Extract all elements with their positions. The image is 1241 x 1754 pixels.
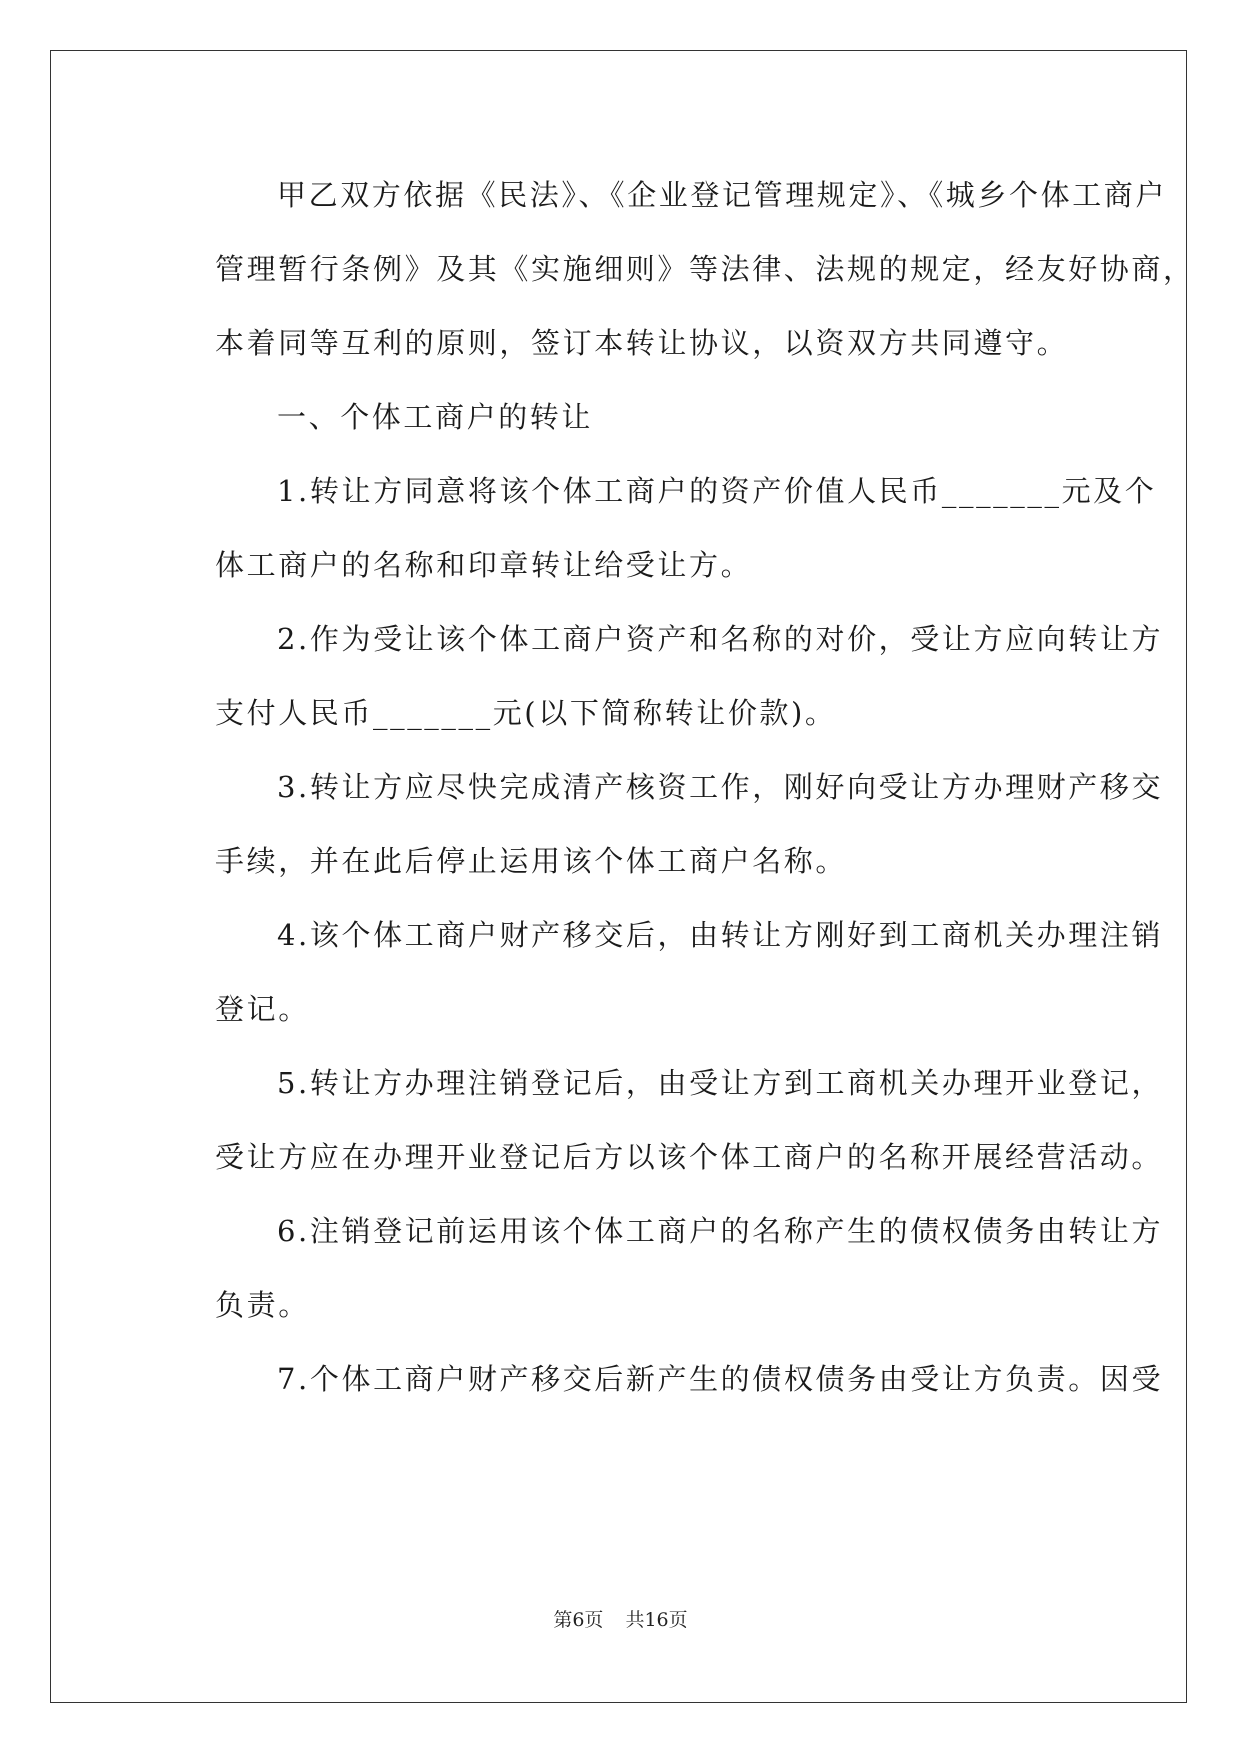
text-line: 负责。 — [215, 1288, 310, 1322]
paragraph-intro — [153, 158, 1195, 380]
text-line: 5.转让方办理注销登记后，由受让方到工商机关办理开业登记， — [277, 1066, 1164, 1100]
text-line: 管理暂行条例》及其《实施细则》等法律、法规的规定，经友好协商， — [215, 252, 1195, 286]
text-line: 1.转让方同意将该个体工商户的资产价值人民币_______元及个 — [277, 474, 1157, 508]
section-heading — [153, 380, 1093, 454]
text-line: 支付人民币_______元(以下简称转让价款)。 — [215, 696, 837, 730]
clause-2 — [153, 602, 1164, 750]
document-body — [153, 158, 1195, 1416]
text-line: 一、个体工商户的转让 — [277, 400, 594, 434]
text-line: 6.注销登记前运用该个体工商户的名称产生的债权债务由转让方 — [277, 1214, 1164, 1248]
text-line: 体工商户的名称和印章转让给受让方。 — [215, 548, 753, 582]
page-number: 第6页 — [553, 1609, 604, 1631]
text-line: 4.该个体工商户财产移交后，由转让方刚好到工商机关办理注销 — [277, 918, 1164, 952]
text-line: 登记。 — [215, 992, 310, 1026]
clause-4 — [153, 898, 1164, 1046]
text-line: 3.转让方应尽快完成清产核资工作，刚好向受让方办理财产移交 — [277, 770, 1164, 804]
page-footer — [0, 1605, 1241, 1632]
clause-7 — [153, 1342, 1164, 1416]
text-line: 2.作为受让该个体工商户资产和名称的对价，受让方应向转让方 — [277, 622, 1164, 656]
text-line: 手续，并在此后停止运用该个体工商户名称。 — [215, 844, 848, 878]
text-line: 受让方应在办理开业登记后方以该个体工商户的名称开展经营活动。 — [215, 1140, 1164, 1174]
clause-3 — [153, 750, 1164, 898]
clause-5 — [153, 1046, 1164, 1194]
text-line: 本着同等互利的原则，签订本转让协议，以资双方共同遵守。 — [215, 326, 1069, 360]
text-line: 7.个体工商户财产移交后新产生的债权债务由受让方负责。因受 — [277, 1362, 1164, 1396]
clause-1 — [153, 454, 1157, 602]
clause-6 — [153, 1194, 1164, 1342]
page-total: 共16页 — [625, 1609, 688, 1631]
text-line: 甲乙双方依据《民法》、《企业登记管理规定》、《城乡个体工商户 — [277, 178, 1168, 212]
